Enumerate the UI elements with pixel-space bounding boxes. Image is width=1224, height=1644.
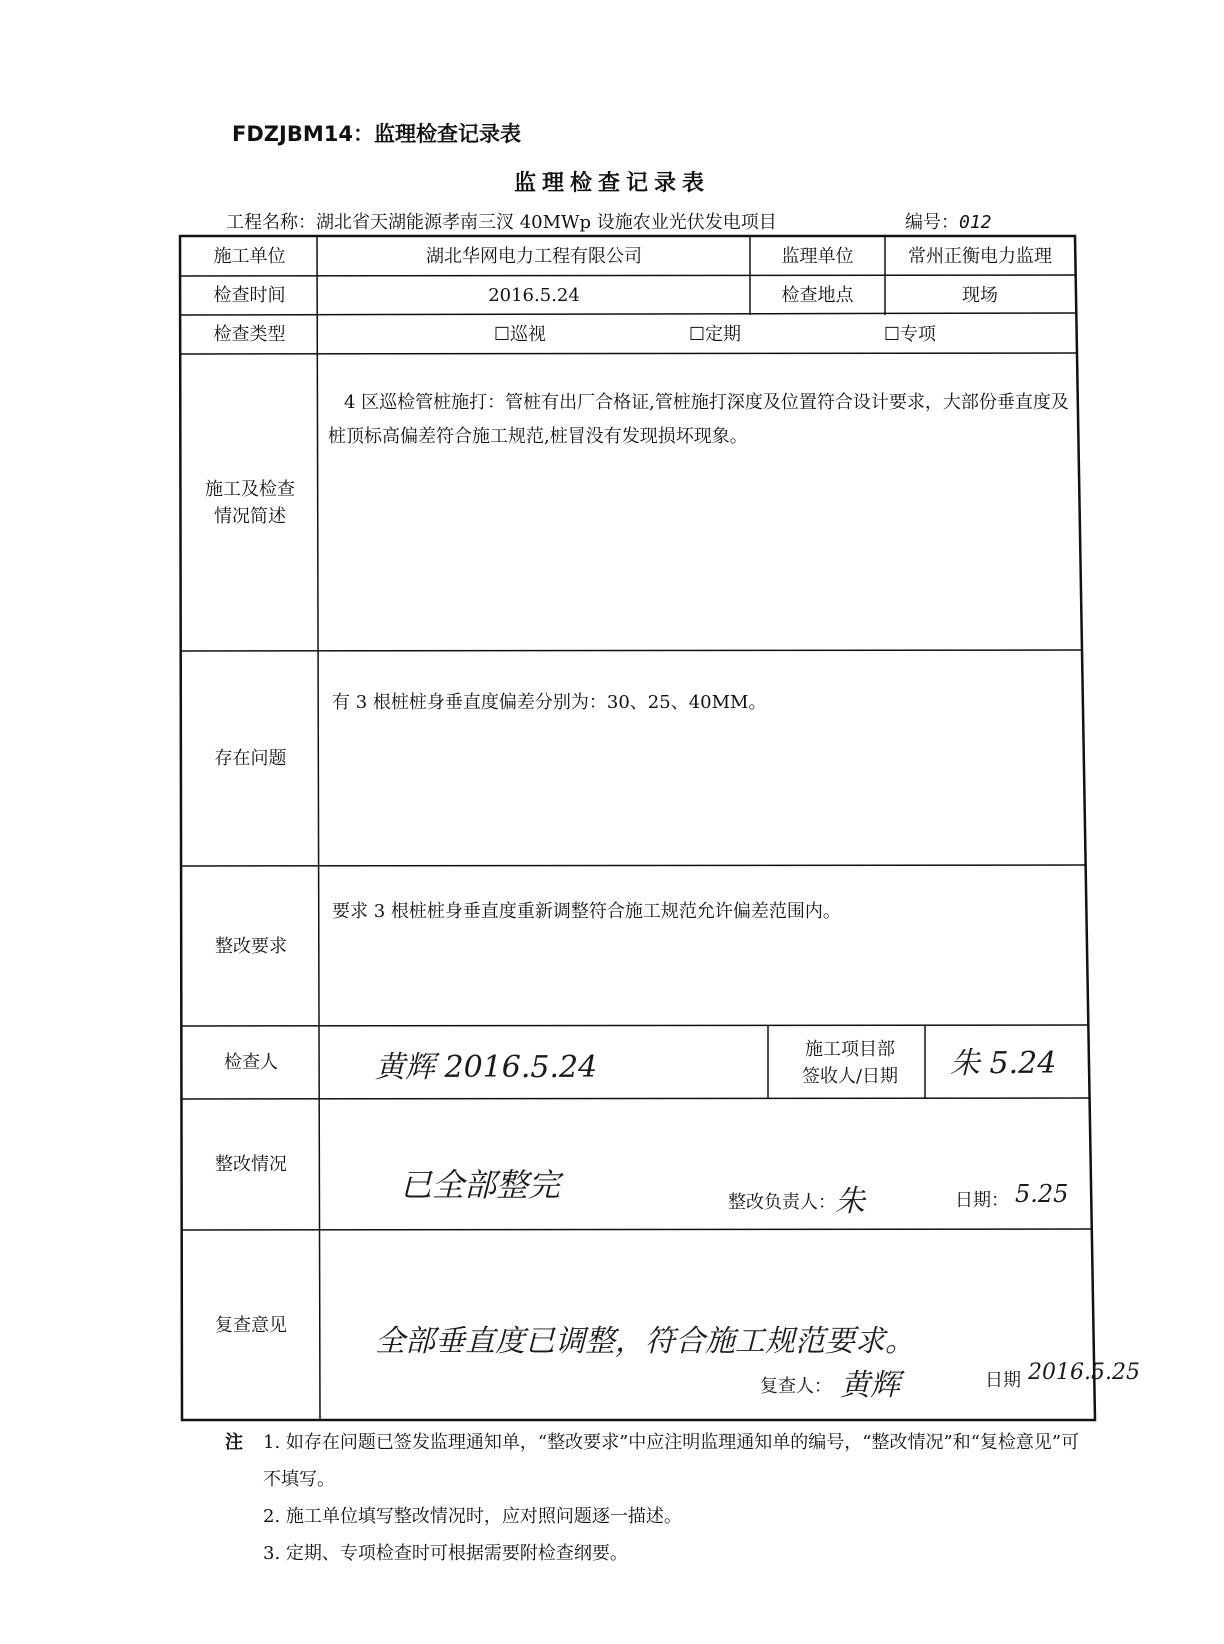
review-handwritten: 全部垂直度已调整，符合施工规范要求。 xyxy=(375,1324,915,1359)
rectify-status-handwritten: 已全部整完 xyxy=(400,1166,561,1204)
dept-sign-label: 施工项目部签收人/日期 xyxy=(801,1038,899,1087)
project-name: 湖北省天湖能源孝南三汊 40MWp 设施农业光伏发电项目 xyxy=(316,212,777,233)
reviewer-label: 复查人： xyxy=(760,1376,832,1397)
project-label: 工程名称： xyxy=(226,212,316,233)
dept-signature: 朱 5.24 xyxy=(950,1046,1057,1081)
inspector-label: 检查人 xyxy=(224,1052,278,1073)
check-place-value: 现场 xyxy=(962,284,998,306)
check-place-label: 检查地点 xyxy=(781,284,854,306)
problems-label: 存在问题 xyxy=(214,748,287,769)
notes-section xyxy=(225,1424,1095,1572)
check-time-value: 2016.5.24 xyxy=(488,284,580,306)
rectify-status-label: 整改情况 xyxy=(215,1154,287,1175)
note-text-3: 3. 定期、专项检查时可根据需要附检查纲要。 xyxy=(263,1543,628,1564)
rectify-requirement-text: 要求 3 根桩桩身垂直度重新调整符合施工规范允许偏差范围内。 xyxy=(332,901,841,922)
check-type-patrol-checkbox[interactable]: ☐巡视 xyxy=(493,323,547,345)
rectify-date-value: 5.25 xyxy=(1015,1180,1069,1208)
notes-label: 注 xyxy=(225,1432,243,1453)
check-type-special-checkbox[interactable]: ☐专项 xyxy=(883,323,937,345)
document-id: FDZJBM14：监理检查记录表 xyxy=(232,122,521,146)
rectify-requirement-label: 整改要求 xyxy=(215,935,287,957)
construction-unit-label: 施工单位 xyxy=(213,245,286,267)
check-time-label: 检查时间 xyxy=(213,284,286,306)
note-text-2: 2. 施工单位填写整改情况时，应对照问题逐一描述。 xyxy=(263,1506,682,1527)
check-type-label: 检查类型 xyxy=(213,323,286,345)
note-item xyxy=(225,1424,1095,1498)
reviewer-signature: 黄辉 xyxy=(840,1368,900,1403)
note-text-1: 1. 如存在问题已签发监理通知单，“整改要求”中应注明监理通知单的编号，“整改情况”和“复检意见”可不填写。 xyxy=(263,1432,1080,1490)
inspector-signature: 黄辉 2016.5.24 xyxy=(375,1050,598,1085)
construction-unit-value: 湖北华网电力工程有限公司 xyxy=(426,245,642,267)
rectify-owner-label: 整改负责人： xyxy=(728,1192,836,1213)
number-label: 编号： xyxy=(905,212,959,233)
note-item xyxy=(225,1535,1095,1572)
rectify-date-label: 日期： xyxy=(955,1190,1009,1211)
review-label: 复查意见 xyxy=(215,1314,287,1336)
note-item xyxy=(225,1498,1095,1535)
number-value: 012 xyxy=(959,212,992,233)
form-title: 监理检查记录表 xyxy=(513,171,710,196)
summary-label: 施工及检查情况简述 xyxy=(205,478,295,527)
review-date-label: 日期 xyxy=(985,1370,1021,1391)
rectify-owner-signature: 朱 xyxy=(835,1184,865,1219)
supervision-unit-label: 监理单位 xyxy=(781,245,854,267)
problems-text: 有 3 根桩桩身垂直度偏差分别为：30、25、40MM。 xyxy=(332,692,767,713)
summary-text: 4 区巡检管桩施打：管桩有出厂合格证,管桩施打深度及位置符合设计要求，大部份垂直度及桩顶标高偏差符合施工规范,桩冒没有发现损坏现象。 xyxy=(328,392,1069,447)
review-date-value: 2016.5.25 xyxy=(1028,1360,1140,1385)
check-type-regular-checkbox[interactable]: ☐定期 xyxy=(688,323,742,345)
supervision-unit-value: 常州正衡电力监理 xyxy=(908,245,1052,267)
